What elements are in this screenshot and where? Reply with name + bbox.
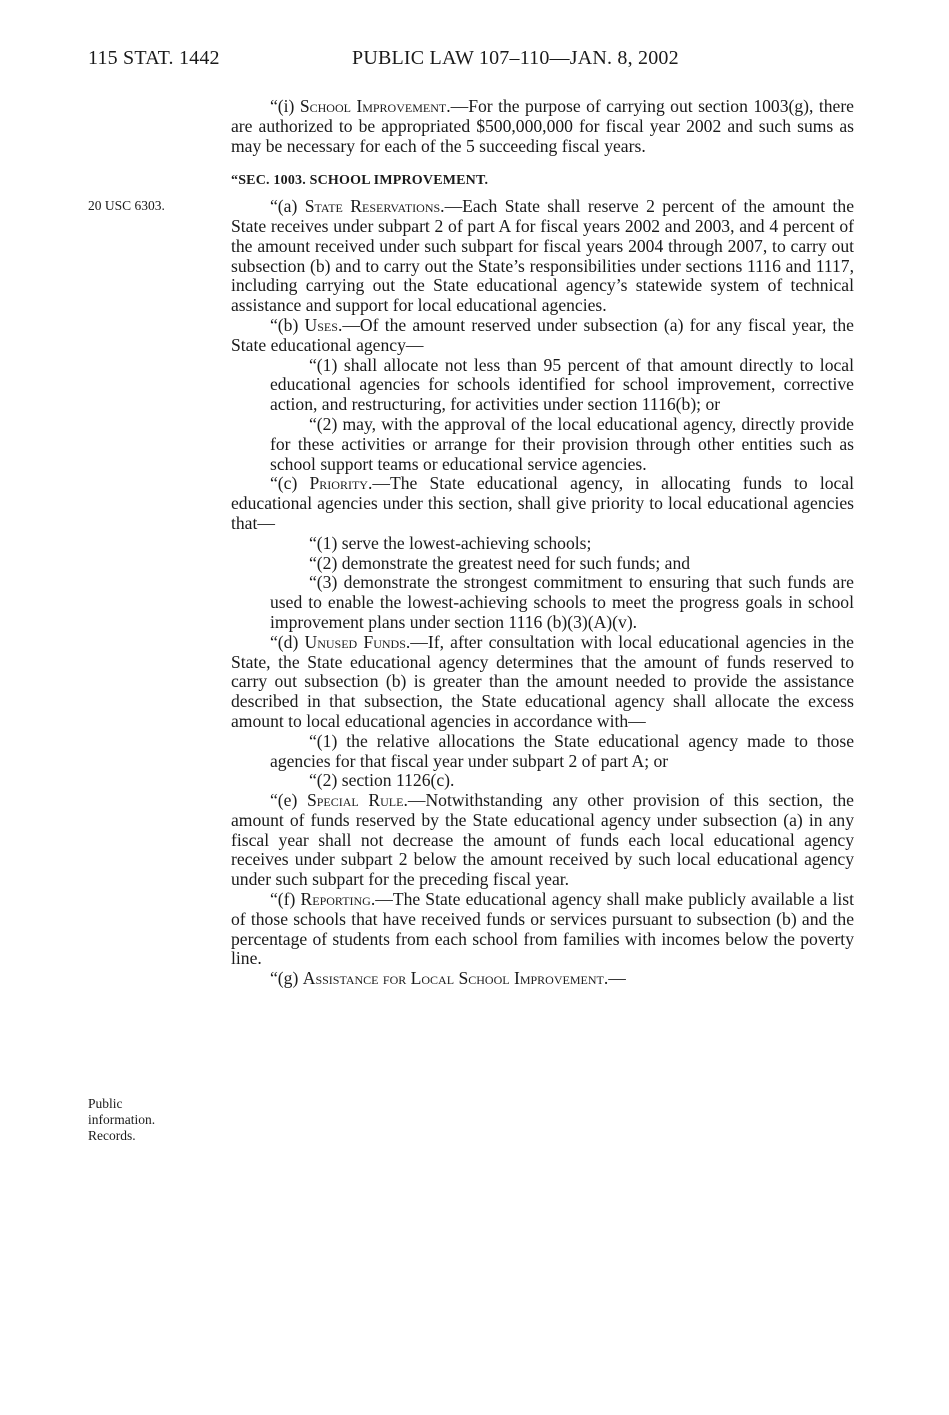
paragraph-e: “(e) Special Rule.—Notwithstanding any other provision of this section, the amount of funds reserved by the State educational agency under subsection (a) in any fiscal year shall not decrease the amount of funds each local educational agency receives under subpart 2 below the amount received by such local educational agency under such subpart for the preceding fiscal year.: [231, 790, 854, 890]
paragraph-a: “(a) State Reservations.—Each State shall reserve 2 percent of the amount the State receives under subpart 2 of part A for fiscal years 2002 and 2003, and 4 percent of the amount received under such subpart for fiscal years 2004 through 2007, to carry out subsection (b) and to carry out the State’s responsibilities under sections 1116 and 1117, including carrying out the State educational agency’s statewide system of technical assistance and support for local educational agencies.: [231, 196, 854, 316]
usc-margin-note: 20 USC 6303.: [88, 198, 165, 213]
paragraph-g: “(g) Assistance for Local School Improvement.—: [270, 968, 626, 989]
paragraph-heading: Special Rule: [306, 790, 404, 811]
paragraph-heading: Priority: [309, 473, 368, 494]
paragraph-c2: “(2) demonstrate the greatest need for such funds; and: [309, 552, 691, 573]
paragraph-c3: “(3) demonstrate the strongest commitment to ensuring that such funds are used to enable the lowest-achieving schools to meet the progress goals in school improvement plans under section 1116 (b)(3)(A)(v).: [270, 572, 854, 632]
paragraph-b2: “(2) may, with the approval of the local educational agency, directly provide for these activities or arrange for their provision through other entities such as school support teams or educational service agencies.: [270, 413, 854, 474]
paragraph-heading: State Reservations: [304, 196, 441, 217]
paragraph-heading: Reporting: [300, 889, 371, 910]
paragraph-heading: Unused Funds: [304, 631, 406, 652]
paragraph-b1: “(1) shall allocate not less than 95 percent of that amount directly to local educational agencies for schools identified for school improvement, corrective action, and restructuring, for activities under section 1116(b); or: [270, 354, 854, 415]
law-title: PUBLIC LAW 107–110—JAN. 8, 2002: [352, 47, 679, 69]
paragraph-d: “(d) Unused Funds.—If, after consultation with local educational agencies in the State, the State educational agency determines that the amount of funds reserved to carry out subsection (b) is greater than the amount needed to provide the assistance described in that subsection, the State educational agency shall allocate the excess amount to local educational agencies in accordance with—: [231, 631, 854, 731]
paragraph-d1: “(1) the relative allocations the State educational agency made to those agencies for that fiscal year under subpart 2 of part A; or: [270, 730, 854, 771]
public-info-margin-note: Public information. Records.: [88, 1096, 156, 1143]
paragraph-heading: Uses: [304, 314, 338, 335]
paragraph-f: “(f) Reporting.—The State educational agency shall make publicly available a list of those schools that have received funds or services pursuant to subsection (b) and the percentage of students from each school from families with incomes below the poverty line.: [231, 889, 854, 969]
paragraph-d2: “(2) section 1126(c).: [309, 770, 455, 791]
paragraph-heading: School Improvement: [299, 96, 447, 116]
paragraph-heading: Assistance for Local School Improvement: [302, 968, 604, 989]
paragraph-c1: “(1) serve the lowest-achieving schools;: [309, 532, 592, 553]
paragraph-c: “(c) Priority.—The State educational agency, in allocating funds to local educational agencies under this section, shall give priority to local educational agencies that—: [231, 473, 855, 533]
stat-reference: 115 STAT. 1442: [88, 47, 220, 69]
paragraph-b: “(b) Uses.—Of the amount reserved under subsection (a) for any fiscal year, the State educational agency—: [231, 314, 854, 355]
document-body: [231, 97, 854, 989]
paragraph-i: “(i) School Improvement.—For the purpose of carrying out section 1003(g), there are authorized to be appropriated $500,000,000 for fiscal year 2002 and such sums as may be necessary for each of the 5 succeeding fiscal years.: [231, 96, 854, 156]
section-heading: “SEC. 1003. SCHOOL IMPROVEMENT.: [231, 173, 489, 189]
